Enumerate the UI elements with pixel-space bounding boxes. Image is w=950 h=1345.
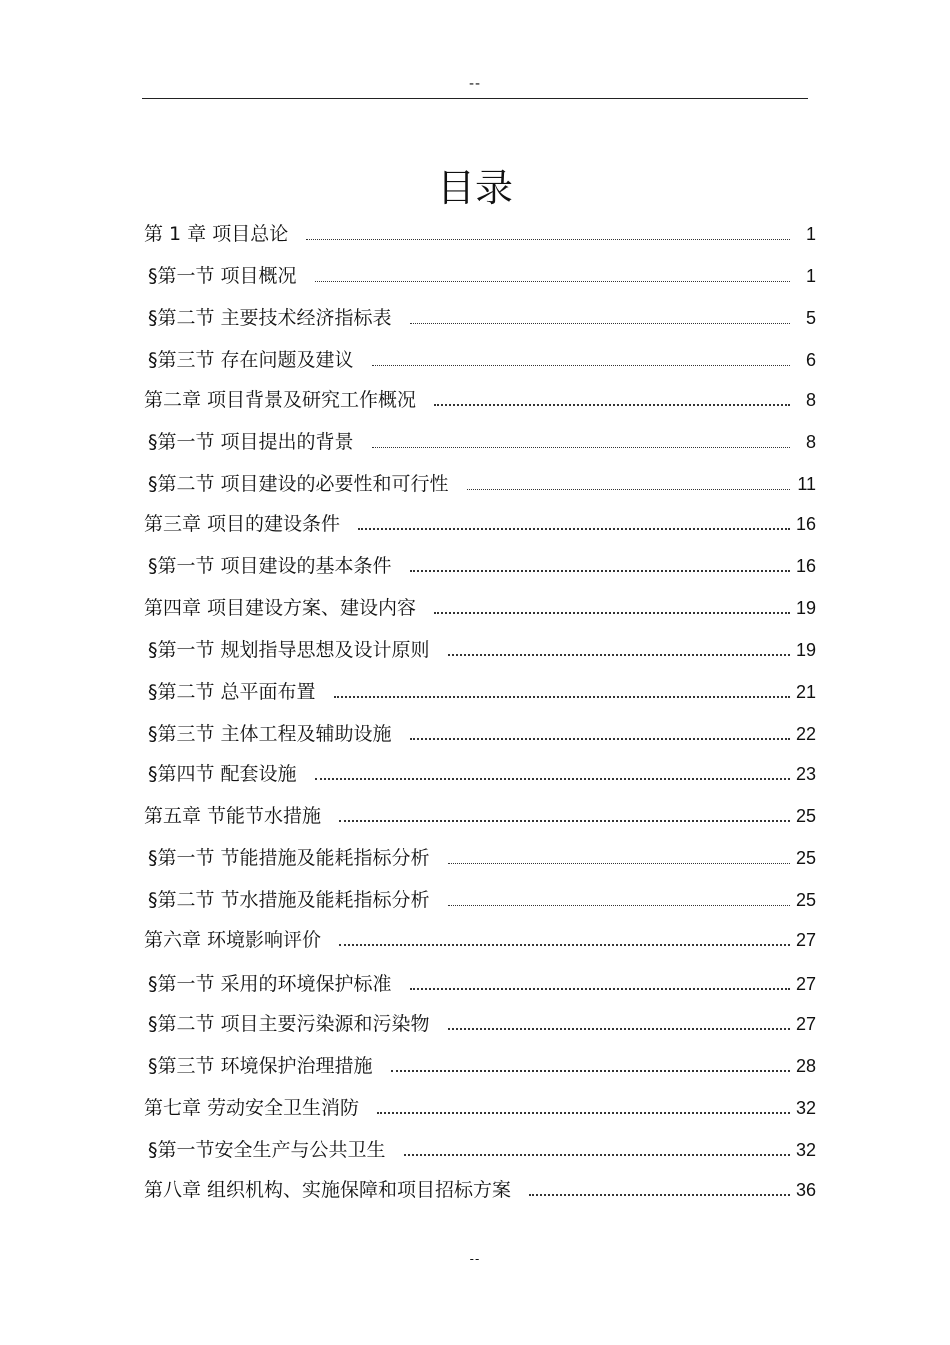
toc-page-number: 32 bbox=[795, 1140, 816, 1160]
toc-leader bbox=[372, 447, 790, 448]
toc-leader bbox=[391, 1070, 790, 1072]
toc-entry-chapter-2[interactable] bbox=[144, 386, 816, 414]
toc-entry-label: §第一节 采用的环境保护标准 bbox=[148, 973, 392, 995]
header-rule bbox=[142, 98, 808, 99]
toc-entry-section[interactable] bbox=[148, 1052, 816, 1080]
toc-leader bbox=[410, 323, 790, 324]
toc-leader bbox=[339, 944, 790, 946]
toc-entry-chapter-5[interactable] bbox=[144, 802, 816, 830]
toc-page-number: 27 bbox=[795, 930, 816, 950]
header-mark: -- bbox=[468, 76, 482, 92]
toc-leader bbox=[410, 738, 790, 740]
toc-page-number: 32 bbox=[795, 1098, 816, 1118]
toc-page-number: 36 bbox=[795, 1180, 816, 1200]
toc-entry-label: 第二章 项目背景及研究工作概况 bbox=[144, 389, 417, 411]
toc-entry-section[interactable] bbox=[148, 760, 816, 788]
toc-entry-label: 第四章 项目建设方案、建设内容 bbox=[144, 597, 417, 619]
toc-leader bbox=[448, 654, 790, 656]
toc-leader bbox=[334, 696, 790, 698]
toc-page-number: 27 bbox=[795, 1014, 816, 1034]
toc-entry-label: §第二节 项目建设的必要性和可行性 bbox=[148, 473, 449, 495]
page-title: 目录 bbox=[436, 166, 513, 210]
toc-leader bbox=[410, 570, 790, 572]
toc-entry-label: §第一节 项目建设的基本条件 bbox=[148, 555, 392, 577]
toc-leader bbox=[448, 905, 790, 906]
toc-leader bbox=[358, 528, 790, 530]
toc-entry-chapter-4[interactable] bbox=[144, 594, 816, 622]
toc-page-number: 21 bbox=[795, 682, 816, 702]
toc-entry-label: §第一节 节能措施及能耗指标分析 bbox=[148, 847, 430, 869]
footer-mark: -- bbox=[469, 1252, 481, 1266]
toc-entry-label: §第一节安全生产与公共卫生 bbox=[148, 1139, 386, 1161]
toc-entry-chapter-1[interactable] bbox=[144, 220, 816, 248]
toc-entry-label: 第三章 项目的建设条件 bbox=[144, 513, 341, 535]
toc-entry-section[interactable] bbox=[148, 346, 816, 374]
toc-entry-section[interactable] bbox=[148, 552, 816, 580]
toc-entry-label: 第八章 组织机构、实施保障和项目招标方案 bbox=[144, 1179, 512, 1201]
toc-page-number: 25 bbox=[795, 806, 816, 826]
toc-leader bbox=[467, 489, 790, 490]
toc-entry-label: §第二节 项目主要污染源和污染物 bbox=[148, 1013, 430, 1035]
toc-page-number: 19 bbox=[795, 598, 816, 618]
toc-entry-label: §第二节 节水措施及能耗指标分析 bbox=[148, 889, 430, 911]
toc-page-number: 8 bbox=[805, 390, 816, 410]
toc-entry-section[interactable] bbox=[148, 262, 816, 290]
toc-entry-label: §第三节 存在问题及建议 bbox=[148, 349, 354, 371]
toc-leader bbox=[377, 1112, 790, 1114]
toc-page-number: 1 bbox=[805, 224, 816, 244]
toc-entry-chapter-8[interactable] bbox=[144, 1176, 816, 1204]
toc-entry-label: 第五章 节能节水措施 bbox=[144, 805, 322, 827]
toc-entry-section[interactable] bbox=[148, 470, 816, 498]
toc-entry-chapter-7[interactable] bbox=[144, 1094, 816, 1122]
toc-entry-section[interactable] bbox=[148, 720, 816, 748]
toc-entry-label: §第四节 配套设施 bbox=[148, 763, 297, 785]
toc-leader bbox=[404, 1154, 790, 1156]
toc-page-number: 11 bbox=[797, 474, 816, 494]
toc-leader bbox=[315, 281, 790, 282]
toc-entry-section[interactable] bbox=[148, 304, 816, 332]
toc-page-number: 25 bbox=[795, 848, 816, 868]
toc-entry-label: 第七章 劳动安全卫生消防 bbox=[144, 1097, 360, 1119]
toc-page-number: 1 bbox=[805, 266, 816, 286]
toc-entry-label: §第二节 主要技术经济指标表 bbox=[148, 307, 392, 329]
toc-page-number: 16 bbox=[795, 556, 816, 576]
toc-entry-label: 第六章 环境影响评价 bbox=[144, 929, 322, 951]
toc-page-number: 28 bbox=[795, 1056, 816, 1076]
toc-entry-section[interactable] bbox=[148, 970, 816, 998]
toc-entry-label: §第一节 项目提出的背景 bbox=[148, 431, 354, 453]
toc-leader bbox=[315, 778, 790, 780]
toc-entry-section[interactable] bbox=[148, 636, 816, 664]
toc-leader bbox=[448, 863, 790, 864]
toc-page-number: 23 bbox=[795, 764, 816, 784]
toc-entry-section[interactable] bbox=[148, 1136, 816, 1164]
toc-entry-section[interactable] bbox=[148, 1010, 816, 1038]
toc-page-number: 22 bbox=[795, 724, 816, 744]
toc-page-number: 19 bbox=[795, 640, 816, 660]
toc-leader bbox=[339, 820, 790, 822]
toc-leader bbox=[529, 1194, 790, 1196]
toc-entry-section[interactable] bbox=[148, 844, 816, 872]
toc-page-number: 8 bbox=[805, 432, 816, 452]
toc-entry-chapter-3[interactable] bbox=[144, 510, 816, 538]
toc-entry-label: 第 1 章 项目总论 bbox=[144, 223, 289, 245]
toc-entry-section[interactable] bbox=[148, 428, 816, 456]
toc-entry-chapter-6[interactable] bbox=[144, 926, 816, 954]
toc-entry-label: §第一节 规划指导思想及设计原则 bbox=[148, 639, 430, 661]
toc-leader bbox=[410, 988, 790, 990]
toc-entry-label: §第三节 环境保护治理措施 bbox=[148, 1055, 373, 1077]
toc-page-number: 5 bbox=[805, 308, 816, 328]
toc-entry-section[interactable] bbox=[148, 678, 816, 706]
toc-leader bbox=[448, 1028, 790, 1030]
toc-entry-label: §第三节 主体工程及辅助设施 bbox=[148, 723, 392, 745]
toc-leader bbox=[372, 365, 790, 366]
toc-entry-section[interactable] bbox=[148, 886, 816, 914]
toc-entry-label: §第一节 项目概况 bbox=[148, 265, 297, 287]
toc-leader bbox=[434, 612, 790, 614]
toc-page-number: 25 bbox=[795, 890, 816, 910]
toc-page-number: 6 bbox=[805, 350, 816, 370]
toc-page-number: 27 bbox=[795, 974, 816, 994]
toc-entry-label: §第二节 总平面布置 bbox=[148, 681, 316, 703]
toc-page-number: 16 bbox=[795, 514, 816, 534]
toc-leader bbox=[434, 404, 790, 406]
toc-leader bbox=[306, 239, 790, 240]
